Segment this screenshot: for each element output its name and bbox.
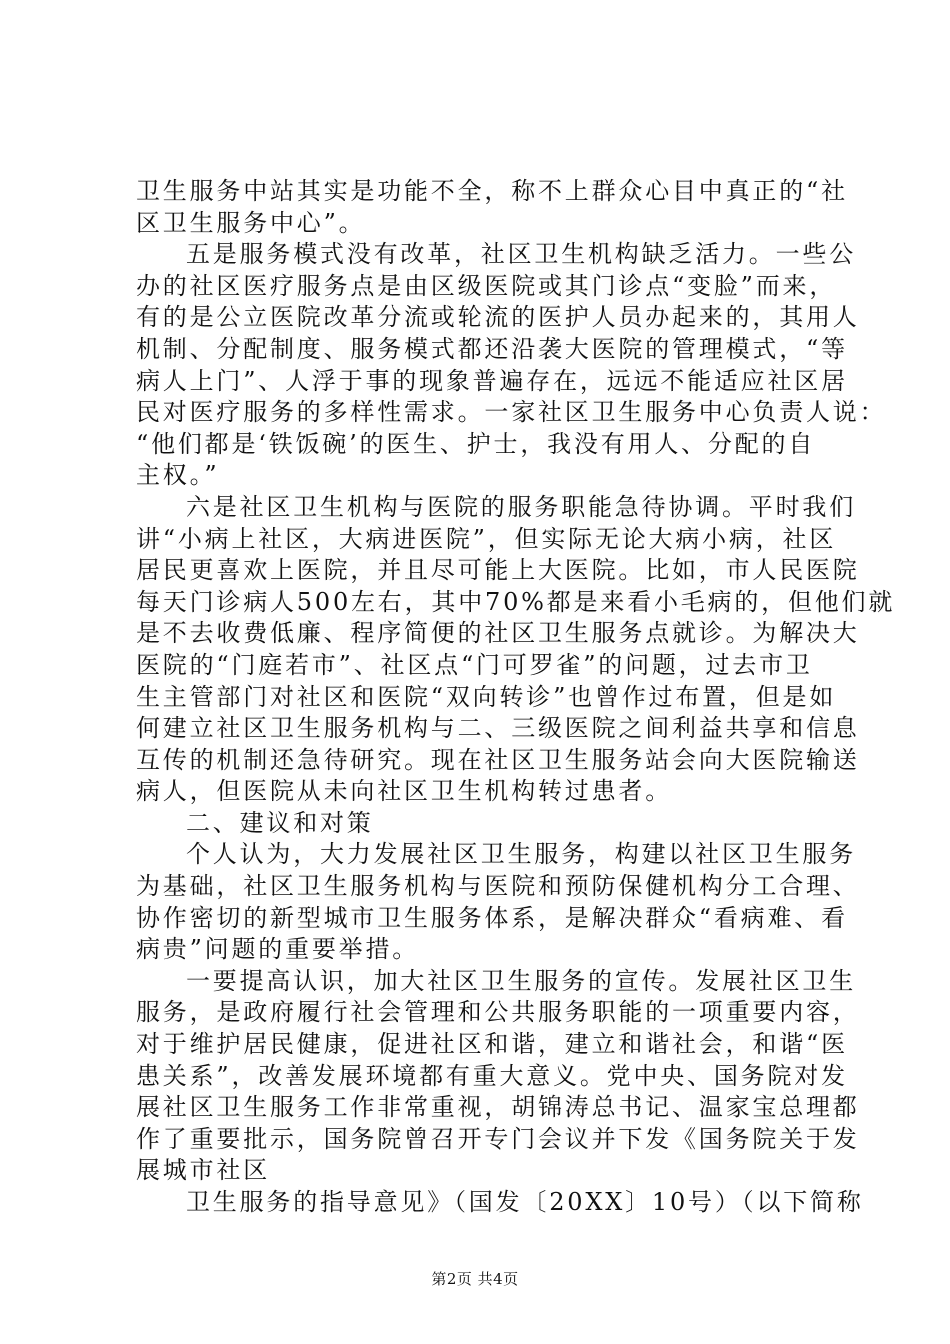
text-line: 患关系”，改善发展环境都有重大意义。党中央、国务院对发 — [136, 1061, 848, 1090]
page-number: 第2页 共4页 — [431, 1270, 519, 1288]
text-line: 机制、分配制度、服务模式都还沿袭大医院的管理模式，“等 — [136, 334, 848, 363]
text-line: 个人认为，大力发展社区卫生服务，构建以社区卫生服务 — [186, 840, 856, 869]
text-line: 为基础，社区卫生服务机构与医院和预防保健机构分工合理、 — [136, 872, 860, 901]
text-line: 居民更喜欢上医院，并且尽可能上大医院。比如，市人民医院 — [136, 556, 860, 585]
text-line: “他们都是‘铁饭碗’的医生、护士，我没有用人、分配的自 — [136, 429, 816, 458]
text-line: 主权。” — [136, 461, 220, 490]
text-line: 服务，是政府履行社会管理和公共服务职能的一项重要内容， — [136, 998, 860, 1027]
text-line: 卫生服务的指导意见》（国发〔20XX〕10号）（以下简称 — [186, 1188, 864, 1216]
text-line: 医院的“门庭若市”、社区点“门可罗雀”的问题，过去市卫 — [136, 650, 813, 679]
text-line: 何建立社区卫生服务机构与二、三级医院之间利益共享和信息 — [136, 714, 860, 743]
text-line: 互传的机制还急待研究。现在社区卫生服务站会向大医院输送 — [136, 745, 860, 774]
text-line: 办的社区医疗服务点是由区级医院或其门诊点“变脸”而来， — [136, 271, 837, 300]
text-line: 病人上门”、人浮于事的现象普遍存在，远远不能适应社区居 — [136, 366, 848, 395]
page-footer — [0, 1268, 950, 1289]
text-line: 一要提高认识，加大社区卫生服务的宣传。发展社区卫生 — [186, 966, 856, 995]
text-line: 每天门诊病人500左右，其中70%都是来看小毛病的，但他们就 — [136, 587, 896, 616]
text-line: 病人，但医院从未向社区卫生机构转过患者。 — [136, 777, 672, 806]
text-line: 病贵”问题的重要举措。 — [136, 935, 420, 964]
text-line: 展城市社区 — [136, 1156, 270, 1185]
document-body — [136, 176, 896, 1219]
text-line: 六是社区卫生机构与医院的服务职能急待协调。平时我们 — [186, 492, 856, 521]
text-line: 生主管部门对社区和医院“双向转诊”也曾作过布置，但是如 — [136, 682, 837, 711]
text-line: 有的是公立医院改革分流或轮流的医护人员办起来的，其用人 — [136, 303, 860, 332]
text-line: 展社区卫生服务工作非常重视，胡锦涛总书记、温家宝总理都 — [136, 1093, 860, 1122]
text-line: 五是服务模式没有改革，社区卫生机构缺乏活力。一些公 — [186, 240, 856, 269]
text-line: 作了重要批示，国务院曾召开专门会议并下发《国务院关于发 — [136, 1124, 860, 1153]
text-line: 协作密切的新型城市卫生服务体系，是解决群众“看病难、看 — [136, 903, 848, 932]
text-line: 区卫生服务中心”。 — [136, 208, 366, 237]
text-line: 讲“小病上社区，大病进医院”，但实际无论大病小病，社区 — [136, 524, 837, 553]
text-line: 民对医疗服务的多样性需求。一家社区卫生服务中心负责人说： — [136, 398, 887, 427]
text-line: 二、建议和对策 — [186, 808, 374, 837]
text-line: 卫生服务中站其实是功能不全，称不上群众心目中真正的“社 — [136, 177, 848, 205]
text-line: 对于维护居民健康，促进社区和谐，建立和谐社会，和谐“医 — [136, 1030, 848, 1059]
text-line: 是不去收费低廉、程序简便的社区卫生服务点就诊。为解决大 — [136, 619, 860, 648]
